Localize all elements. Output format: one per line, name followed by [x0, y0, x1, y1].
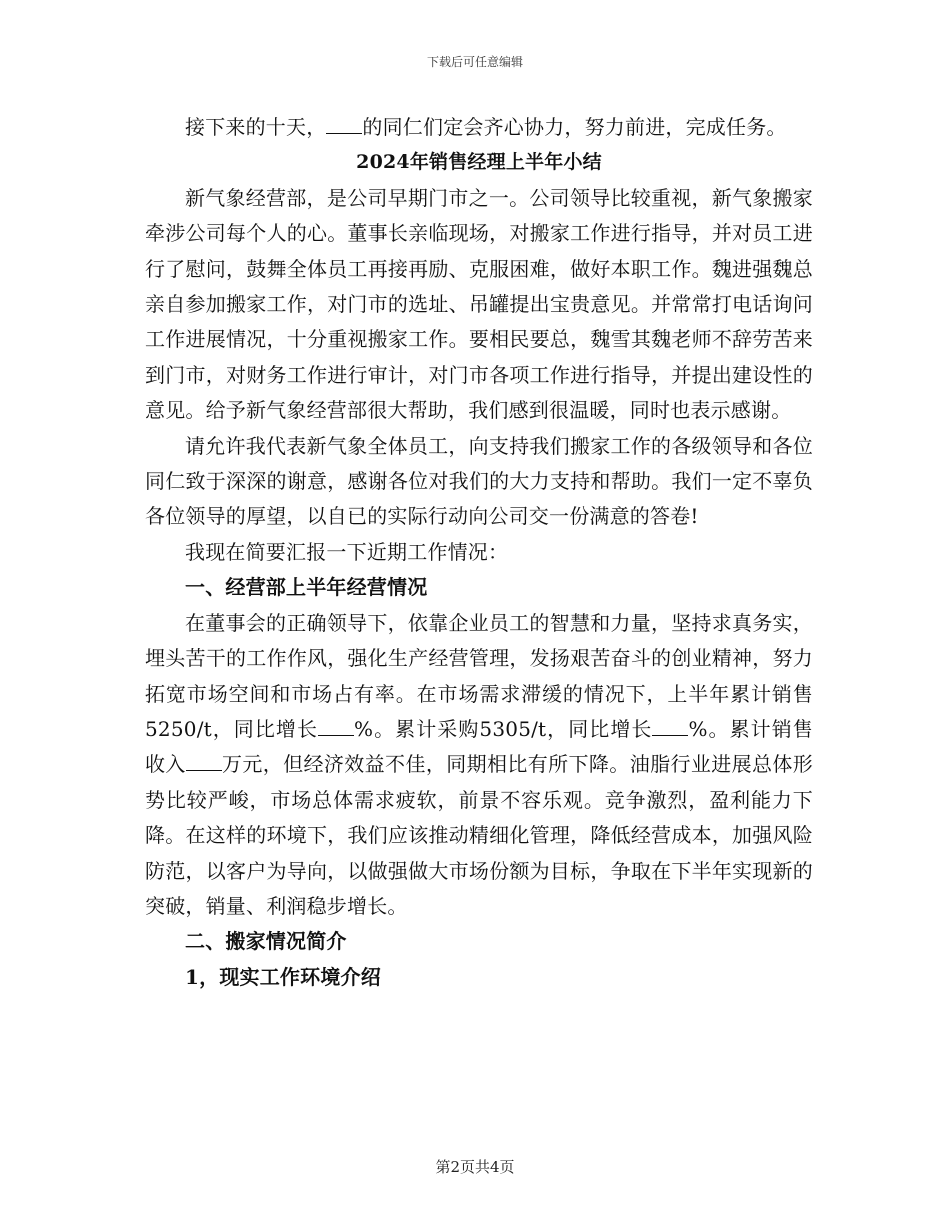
closing-line — [145, 110, 813, 145]
section-heading-moving: 二、搬家情况简介 — [185, 929, 347, 954]
fill-in-blank — [318, 713, 354, 736]
page-header-note: 下载后可任意编辑 — [426, 55, 523, 69]
operations-text-d: 万元，但经济效益不佳，同期相比有所下降。油脂行业进展总体形势比较严峻，市场总体需求疲软，前景不容乐观。竞争激烈，盈利能力下降。在这样的环境下，我们应该推动精细化管理，降低经营成本，加强风险防范，以客户为导向，以做强做大市场份额为目标，争取在下半年实现新的突破，销量、利润稳步增长。 — [145, 752, 813, 918]
page-footer-number: 第2页共4页 — [435, 1158, 515, 1176]
document-title: 2024年销售经理上半年小结 — [356, 151, 602, 174]
subsection-heading-environment: 1，现实工作环境介绍 — [185, 964, 381, 989]
operations-text-c: %。累计销售收入 — [145, 716, 813, 777]
paragraph-operations — [145, 606, 813, 925]
closing-line-end: 的同仁们定会齐心协力，努力前进，完成任务。 — [362, 115, 787, 139]
paragraph-thanks: 请允许我代表新气象全体员工，向支持我们搬家工作的各级领导和各位同仁致于深深的谢意，感谢各位对我们的大力支持和帮助。我们一定不辜负各位领导的厚望，以自已的实际行动向公司交一份满意的答卷! — [145, 433, 813, 529]
paragraph-intro: 新气象经营部，是公司早期门市之一。公司领导比较重视，新气象搬家牵涉公司每个人的心。董事长亲临现场，对搬家工作进行指导，并对员工进行了慰问，鼓舞全体员工再接再励、克服困难，做好本职工作。魏进强魏总亲自参加搬家工作，对门市的选址、吊罐提出宝贵意见。并常常打电话询问工作进展情况，十分重视搬家工作。要相民要总，魏雪其魏老师不辞劳苦来到门市，对财务工作进行审计，对门市各项工作进行指导，并提出建设性的意见。给予新气象经营部很大帮助，我们感到很温暖，同时也表示感谢。 — [145, 185, 813, 423]
section-heading-operations: 一、经营部上半年经营情况 — [185, 575, 428, 600]
fill-in-blank — [326, 111, 362, 134]
document-body — [145, 110, 813, 995]
operations-text-b: %。累计采购5305/t，同比增长 — [354, 716, 653, 741]
fill-in-blank — [652, 713, 688, 736]
paragraph-report-lead: 我现在简要汇报一下近期工作情况： — [185, 539, 509, 564]
closing-line-start: 接下来的十天， — [185, 115, 327, 139]
fill-in-blank — [186, 748, 222, 771]
operations-text-a: 在董事会的正确领导下，依靠企业员工的智慧和力量，坚持求真务实，埋头苦干的工作作风，强化生产经营管理，发扬艰苦奋斗的创业精神，努力拓宽市场空间和市场占有率。在市场需求滞缓的情况下，上半年累计销售5250/t，同比增长 — [145, 610, 813, 741]
